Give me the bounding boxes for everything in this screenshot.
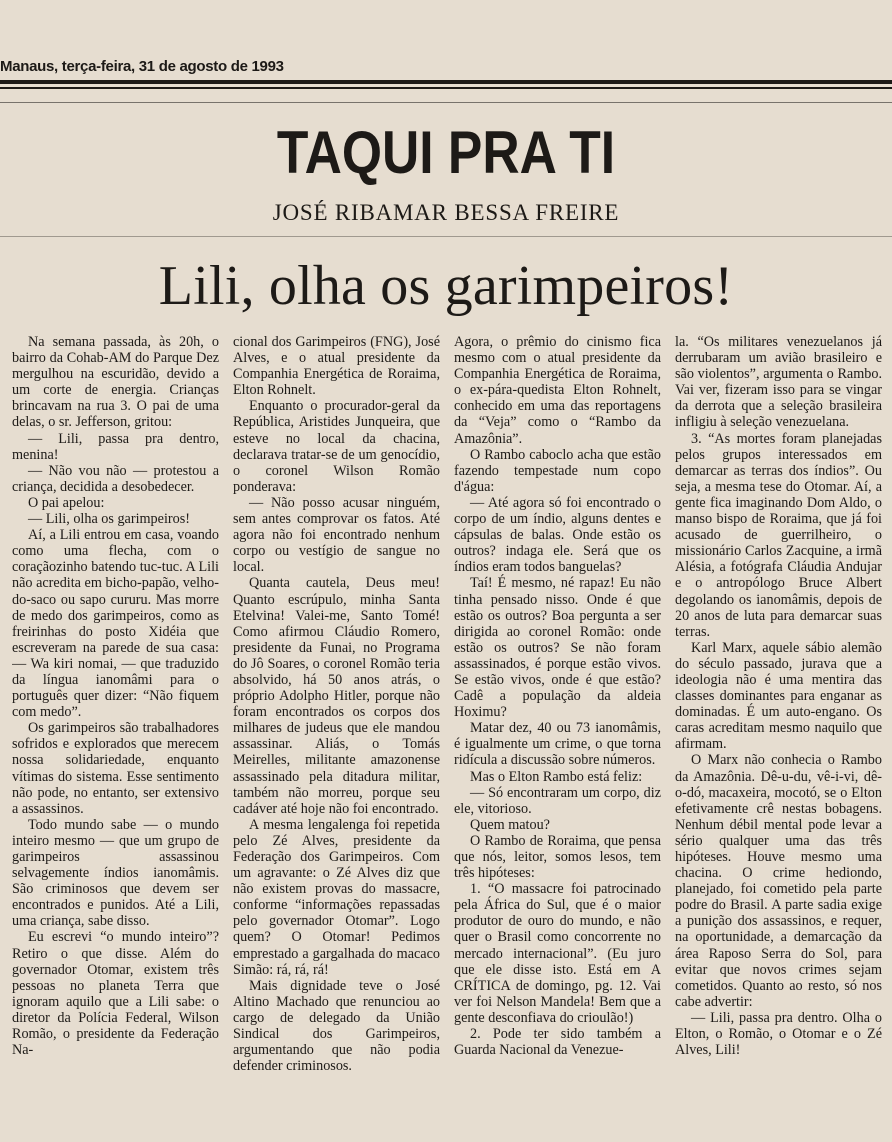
top-rule-thin (0, 87, 892, 89)
article-paragraph: — Lili, passa pra dentro, menina! (12, 430, 219, 463)
column-name: TAQUI PRA TI (276, 119, 616, 186)
article-paragraph: cional dos Garimpeiros (FNG), José Alves, e o atual presidente da Companhia Energética de Roraima, Elton Rohnelt. (233, 334, 440, 399)
article-body (12, 334, 882, 1134)
article-paragraph: — Lili, passa pra dentro. Olha o Elton, o Romão, o Otomar e o Zé Alves, Lili! (675, 1009, 882, 1059)
article-paragraph: 1. “O massacre foi patrocinado pela África do Sul, que é o maior produtor de ouro do mundo, e não quer o Brasil como concorrente no mercado internacional”. (Eu juro que ele disse isto. Está em A CRÍTICA de domingo, pg. 12. Vai ver foi Nelson Mandela! Bem que a gente desconfiava do crioulão!) (454, 881, 661, 1026)
header-divider (0, 102, 892, 103)
article-paragraph: A mesma lengalenga foi repetida pelo Zé Alves, presidente da Federação dos Garimpeiros. Com um agravante: o Zé Alves diz que não existem provas do massacre, conforme “informações repassadas pelo governador Otomar”. Logo quem? O Otomar! Pedimos emprestado a gargalhada do macaco Simão: rá, rá, rá! (233, 816, 440, 978)
article-paragraph: — Não vou não — protestou a criança, decidida a desobedecer. (12, 462, 219, 495)
article-column-2 (233, 334, 440, 1134)
article-paragraph: Os garimpeiros são trabalhadores sofridos e explorados que merecem nossa solidariedade, enquanto vítimas do sistema. Esse sentimento não pode, no entanto, ser extensivo a assassinos. (12, 720, 219, 817)
article-paragraph: Agora, o prêmio do cinismo fica mesmo com o atual presidente da Companhia Energética de Roraima, o ex-pára-quedista Elton Rohnelt, conhecido em uma das reportagens da “Veja” como o “Rambo da Amazônia”. (454, 334, 661, 447)
article-paragraph: Aí, a Lili entrou em casa, voando como uma flecha, com o coraçãozinho batendo tuc-tuc. A Lili não acredita em bicho-papão, velho-do-saco ou sapo cururu. Mas morre de medo dos garimpeiros, como as freirinhas do posto Xidéia que escreveram na parede de sua casa: — Wa kiri nomai, — que traduzido da língua ianomâmi para o português quer dizer: “Não fiquem com medo”. (12, 527, 219, 721)
article-paragraph: Karl Marx, aquele sábio alemão do século passado, jurava que a ideologia não é uma mentira das classes dominantes para enganar as dominadas. É um auto-engano. Os caras acreditam mesmo naquilo que afirmam. (675, 639, 882, 753)
article-paragraph: Mas o Elton Rambo está feliz: (470, 768, 643, 785)
headline-divider (0, 236, 892, 237)
top-rule-thick (0, 80, 892, 84)
article-paragraph: Todo mundo sabe — o mundo inteiro mesmo — que um grupo de garimpeiros assassinou selvagemente índios ianomâmis. São criminosos que devem ser encontrados e punidos. Até a Lili, uma criança, sabe disso. (12, 816, 219, 930)
article-paragraph: O pai apelou: (28, 494, 105, 511)
headline: Lili, olha os garimpeiros! (158, 255, 734, 317)
article-paragraph: Enquanto o procurador-geral da República, Aristides Junqueira, que esteve no local da chacina, declarava tratar-se de um genocídio, o coronel Wilson Romão ponderava: (233, 398, 440, 495)
article-paragraph: — Só encontraram um corpo, diz ele, vitorioso. (454, 784, 661, 817)
article-column-1 (12, 334, 219, 1134)
article-paragraph: Quanta cautela, Deus meu! Quanto escrúpulo, minha Santa Etelvina! Valei-me, Santo Tomé! Como afirmou Cláudio Romero, presidente da Funai, no Programa do Jô Soares, o coronel Romão teria absolvido, há 50 anos atrás, o próprio Adolpho Hitler, porque não foram encontrados os corpos dos milhares de judeus que ele mandou assassinar. Aliás, o Tomás Meirelles, militante amazonense assassinado pela ditadura militar, também não morreu, porque seu cadáver até hoje não foi encontrado. (233, 575, 440, 817)
article-paragraph: Eu escrevi “o mundo inteiro”? Retiro o que disse. Além do governador Otomar, existem três pessoas no planeta Terra que ignoram aquilo que a Lili sabe: o diretor da Polícia Federal, Wilson Romão, o presidente da Federação Na- (12, 929, 219, 1059)
article-paragraph: 2. Pode ter sido também a Guarda Nacional da Venezue- (454, 1026, 661, 1059)
byline: JOSÉ RIBAMAR BESSA FREIRE (272, 200, 620, 225)
article-paragraph: la. “Os militares venezuelanos já derrubaram um avião brasileiro e são violentos”, argumenta o Rambo. Vai ver, fizeram isso para se vingar da derrota que a seleção brasileira infligiu à seleção venezuelana. (675, 334, 882, 431)
article-paragraph: Taí! É mesmo, né rapaz! Eu não tinha pensado nisso. Onde é que estão os outros? Boa pergunta a ser dirigida ao coronel Romão: onde estão os outros? Se não foram assassinados, é porque estão vivos. Se estão vivos, onde é que estão? Cadê a população da aldeia Hoximu? (454, 575, 661, 721)
article-paragraph: Na semana passada, às 20h, o bairro da Cohab-AM do Parque Dez mergulhou na escuridão, devido a um corte de energia. Crianças brincavam na rua 3. O pai de uma delas, o sr. Jefferson, gritou: (12, 334, 219, 431)
article-column-4 (675, 334, 882, 1134)
article-paragraph: 3. “As mortes foram planejadas pelos grupos interessados em demarcar as terras dos índios”. Ou seja, a mesma tese do Otomar. Aí, a gente fica imaginando Dom Aldo, o manso bispo de Roraima, que já foi acusado de guerrilheiro, o missionário Carlos Zacquine, a irmã Alésia, a fotógrafa Cláudia Andujar e o antropólogo Bruce Albert degolando os ianomâmis, depois de 20 anos de luta para demarcar suas terras. (675, 430, 882, 640)
article-paragraph: O Marx não conhecia o Rambo da Amazônia. Dê-u-du, vê-i-vi, dê-o-dó, macaxeira, mocotó, se o Elton efetivamente crê nestas bobagens. Nenhum débil mental pode levar a sério qualquer uma das três hipóteses. Houve mesmo uma chacina. O crime hediondo, planejado, foi cometido pela parte podre do Brasil. A parte sadia exige a punição dos assassinos, e requer, na oportunidade, a demarcação da área Raposo Serra do Sol, para evitar que novos crimes sejam cometidos. Quanto ao resto, só nos cabe advertir: (675, 752, 882, 1010)
article-paragraph: O Rambo de Roraima, que pensa que nós, leitor, somos lesos, tem três hipóteses: (454, 832, 661, 882)
dateline: Manaus, terça-feira, 31 de agosto de 1993 (0, 58, 284, 75)
article-paragraph: Quem matou? (470, 816, 550, 833)
article-paragraph: — Não posso acusar ninguém, sem antes comprovar os fatos. Até agora não foi encontrado nenhum corpo ou vestígio de sangue no local. (233, 494, 440, 576)
article-column-3 (454, 334, 661, 1134)
article-paragraph: Mais dignidade teve o José Altino Machado que renunciou ao cargo de delegado da União Sindical dos Garimpeiros, argumentando que não podia defender criminosos. (233, 977, 440, 1075)
article-paragraph: Matar dez, 40 ou 73 ianomâmis, é igualmente um crime, o que torna ridícula a discussão sobre números. (454, 720, 661, 769)
article-paragraph: O Rambo caboclo acha que estão fazendo tempestade num copo d'água: (454, 446, 661, 495)
article-paragraph: — Até agora só foi encontrado o corpo de um índio, alguns dentes e cápsulas de balas. Onde estão os outros? indaga ele. Será que os índios eram todos banguelas? (454, 494, 661, 576)
article-paragraph: — Lili, olha os garimpeiros! (28, 511, 190, 528)
